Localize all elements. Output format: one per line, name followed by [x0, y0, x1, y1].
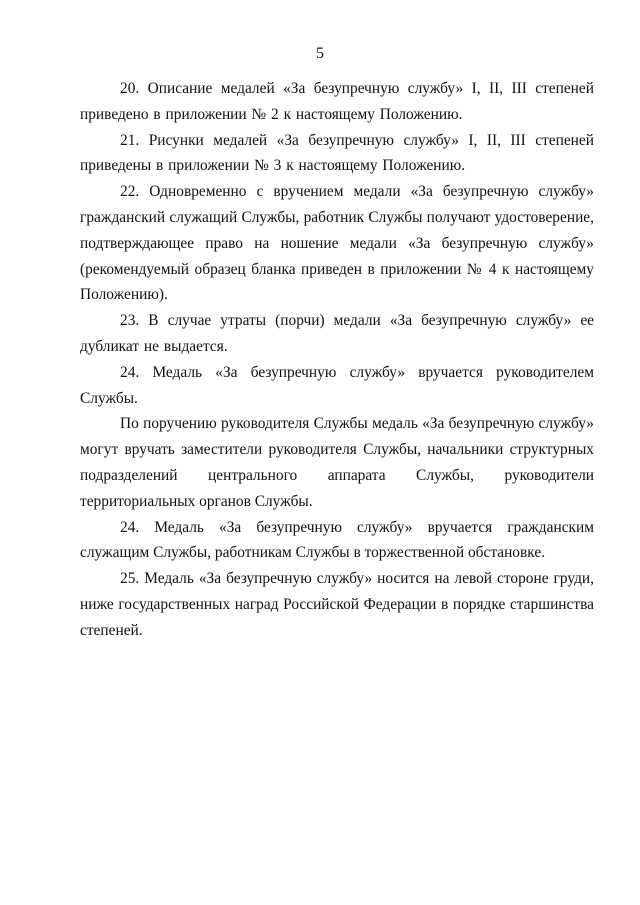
- paragraph-22: 22. Одновременно с вручением медали «За безупречную службу» гражданский служащий Службы, работник Службы получают удостоверение, подтверждающее право на ношение медали «За безупречную службу» (рекомендуемый образец бланка приведен в приложении № 4 к настоящему Положению).: [80, 183, 594, 304]
- paragraph-24-first: 24. Медаль «За безупречную службу» вручается руководителем Службы.: [80, 363, 594, 407]
- paragraph-20: 20. Описание медалей «За безупречную службу» I, II, III степеней приведено в приложении № 2 к настоящему Положению.: [80, 80, 594, 123]
- paragraph-25: 25. Медаль «За безупречную службу» носится на левой стороне груди, ниже государственных наград Российской Федерации в порядке старшинства степеней.: [80, 570, 594, 639]
- paragraph-23: 23. В случае утраты (порчи) медали «За безупречную службу» ее дубликат не выдается.: [80, 312, 594, 355]
- paragraph-24-second: 24. Медаль «За безупречную службу» вручается гражданским служащим Службы, работникам Службы в торжественной обстановке.: [80, 518, 594, 562]
- page-number: 5: [316, 45, 324, 62]
- paragraph-21: 21. Рисунки медалей «За безупречную службу» I, II, III степеней приведены в приложении № 3 к настоящему Положению.: [80, 131, 594, 175]
- paragraph-delegation: По поручению руководителя Службы медаль «За безупречную службу» могут вручать заместители руководителя Службы, начальники структурных подразделений центрального аппарата Службы, руководители территориальных органов Службы.: [80, 415, 594, 510]
- document-body: [80, 76, 594, 644]
